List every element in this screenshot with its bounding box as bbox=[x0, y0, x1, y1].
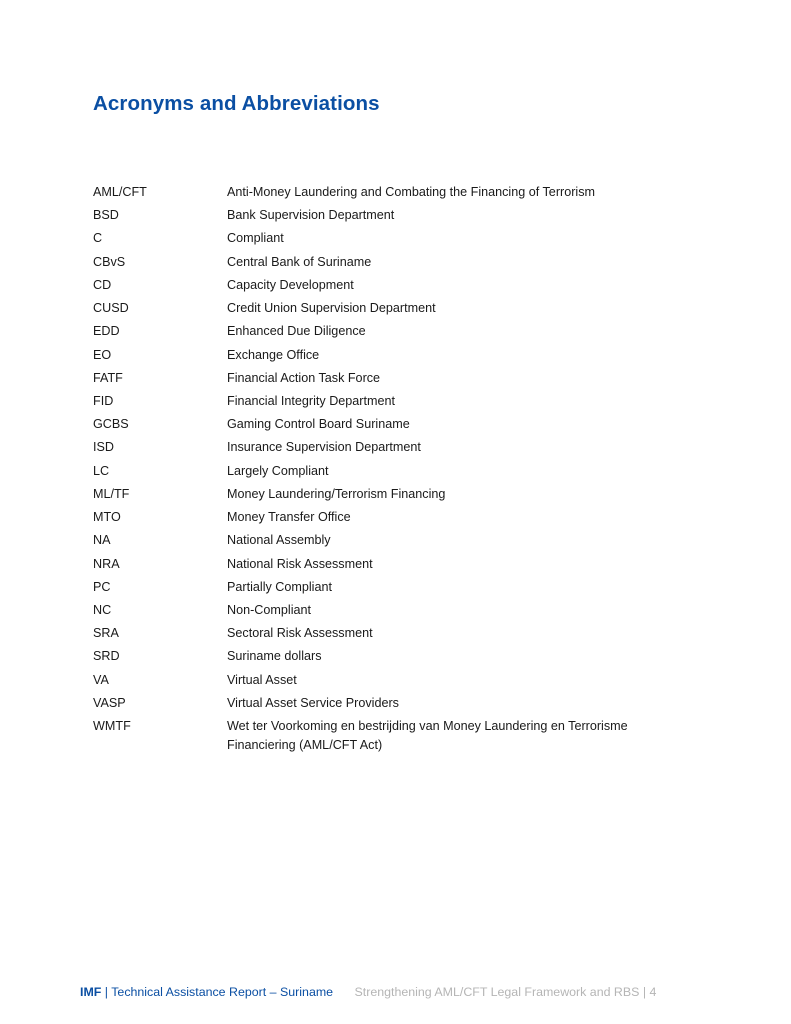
acronym-row bbox=[93, 415, 713, 434]
footer-brand-logo: IMF bbox=[80, 985, 102, 999]
acronym-definition: Largely Compliant bbox=[227, 463, 329, 478]
acronym-row bbox=[93, 624, 713, 643]
acronym-definition: Virtual Asset Service Providers bbox=[227, 695, 399, 710]
acronym-term: FID bbox=[93, 393, 114, 408]
acronym-term: PC bbox=[93, 579, 111, 594]
acronym-row bbox=[93, 601, 713, 620]
acronym-row bbox=[93, 531, 713, 550]
acronym-definition: Financial Integrity Department bbox=[227, 393, 395, 408]
acronym-term: FATF bbox=[93, 370, 123, 385]
acronym-definition: Wet ter Voorkoming en bestrijding van Money Laundering en Terrorisme Financiering (AML/CFT Act) bbox=[227, 719, 628, 753]
footer-report-label: Technical Assistance Report bbox=[111, 985, 267, 999]
acronym-definition: Bank Supervision Department bbox=[227, 208, 395, 223]
acronym-definition: Capacity Development bbox=[227, 277, 354, 292]
acronym-row bbox=[93, 276, 713, 295]
acronym-term: NA bbox=[93, 533, 111, 548]
footer-dash: – bbox=[269, 985, 277, 999]
acronym-row bbox=[93, 485, 713, 504]
acronym-term: NC bbox=[93, 602, 112, 617]
acronym-row bbox=[93, 694, 713, 713]
acronym-row bbox=[93, 671, 713, 690]
acronym-definition: Partially Compliant bbox=[227, 579, 332, 594]
acronym-term: NRA bbox=[93, 556, 120, 571]
footer-report-title-page: Strengthening AML/CFT Legal Framework and RBS | 4 bbox=[354, 985, 657, 999]
acronym-definition: Sectoral Risk Assessment bbox=[227, 626, 373, 641]
acronym-definition: Money Laundering/Terrorism Financing bbox=[227, 486, 446, 501]
acronym-term: AML/CFT bbox=[93, 185, 147, 199]
acronym-row bbox=[93, 183, 713, 202]
acronym-term: ML/TF bbox=[93, 486, 130, 501]
acronym-definition: Money Transfer Office bbox=[227, 510, 351, 525]
acronym-term: VA bbox=[93, 672, 109, 687]
acronym-definition: Enhanced Due Diligence bbox=[227, 324, 366, 339]
acronym-row bbox=[93, 717, 713, 755]
acronym-definition: Exchange Office bbox=[227, 347, 320, 362]
acronym-row bbox=[93, 206, 713, 225]
acronym-row bbox=[93, 322, 713, 341]
acronym-term: C bbox=[93, 231, 103, 246]
acronym-row bbox=[93, 253, 713, 272]
acronym-definition: Central Bank of Suriname bbox=[227, 254, 372, 269]
acronym-definition: Anti-Money Laundering and Combating the Financing of Terrorism bbox=[227, 185, 595, 199]
acronym-row bbox=[93, 578, 713, 597]
page-footer bbox=[80, 985, 656, 999]
acronym-definition: Gaming Control Board Suriname bbox=[227, 417, 410, 432]
footer-country: Suriname bbox=[280, 985, 334, 999]
acronym-term: CBvS bbox=[93, 254, 126, 269]
acronym-term: WMTF bbox=[93, 719, 131, 734]
acronym-definition: Credit Union Supervision Department bbox=[227, 301, 436, 316]
acronym-term: BSD bbox=[93, 208, 119, 223]
acronym-row bbox=[93, 555, 713, 574]
acronym-definition: Suriname dollars bbox=[227, 649, 322, 664]
acronym-list bbox=[93, 183, 713, 759]
acronym-row bbox=[93, 438, 713, 457]
acronym-definition: National Risk Assessment bbox=[227, 556, 373, 571]
acronym-term: ISD bbox=[93, 440, 114, 455]
acronym-term: CD bbox=[93, 277, 112, 292]
acronym-row bbox=[93, 508, 713, 527]
acronym-row bbox=[93, 369, 713, 388]
acronym-term: SRD bbox=[93, 649, 120, 664]
footer-separator: | bbox=[104, 985, 109, 999]
acronym-term: MTO bbox=[93, 510, 121, 525]
acronym-term: SRA bbox=[93, 626, 119, 641]
acronym-definition: Compliant bbox=[227, 231, 284, 246]
acronym-row bbox=[93, 392, 713, 411]
acronym-row bbox=[93, 229, 713, 248]
acronym-term: EDD bbox=[93, 324, 120, 339]
acronym-definition: Non-Compliant bbox=[227, 602, 311, 617]
acronym-row bbox=[93, 462, 713, 481]
acronym-definition: Insurance Supervision Department bbox=[227, 440, 421, 455]
acronym-definition: National Assembly bbox=[227, 533, 331, 548]
acronym-term: LC bbox=[93, 463, 110, 478]
acronym-row bbox=[93, 299, 713, 318]
acronym-definition: Virtual Asset bbox=[227, 672, 297, 687]
acronym-term: EO bbox=[93, 347, 112, 362]
page-title: Acronyms and Abbreviations bbox=[93, 92, 380, 115]
acronym-term: GCBS bbox=[93, 417, 129, 432]
acronym-row bbox=[93, 647, 713, 666]
acronym-term: CUSD bbox=[93, 301, 129, 316]
acronym-definition: Financial Action Task Force bbox=[227, 370, 381, 385]
acronym-row bbox=[93, 346, 713, 365]
acronym-term: VASP bbox=[93, 695, 126, 710]
